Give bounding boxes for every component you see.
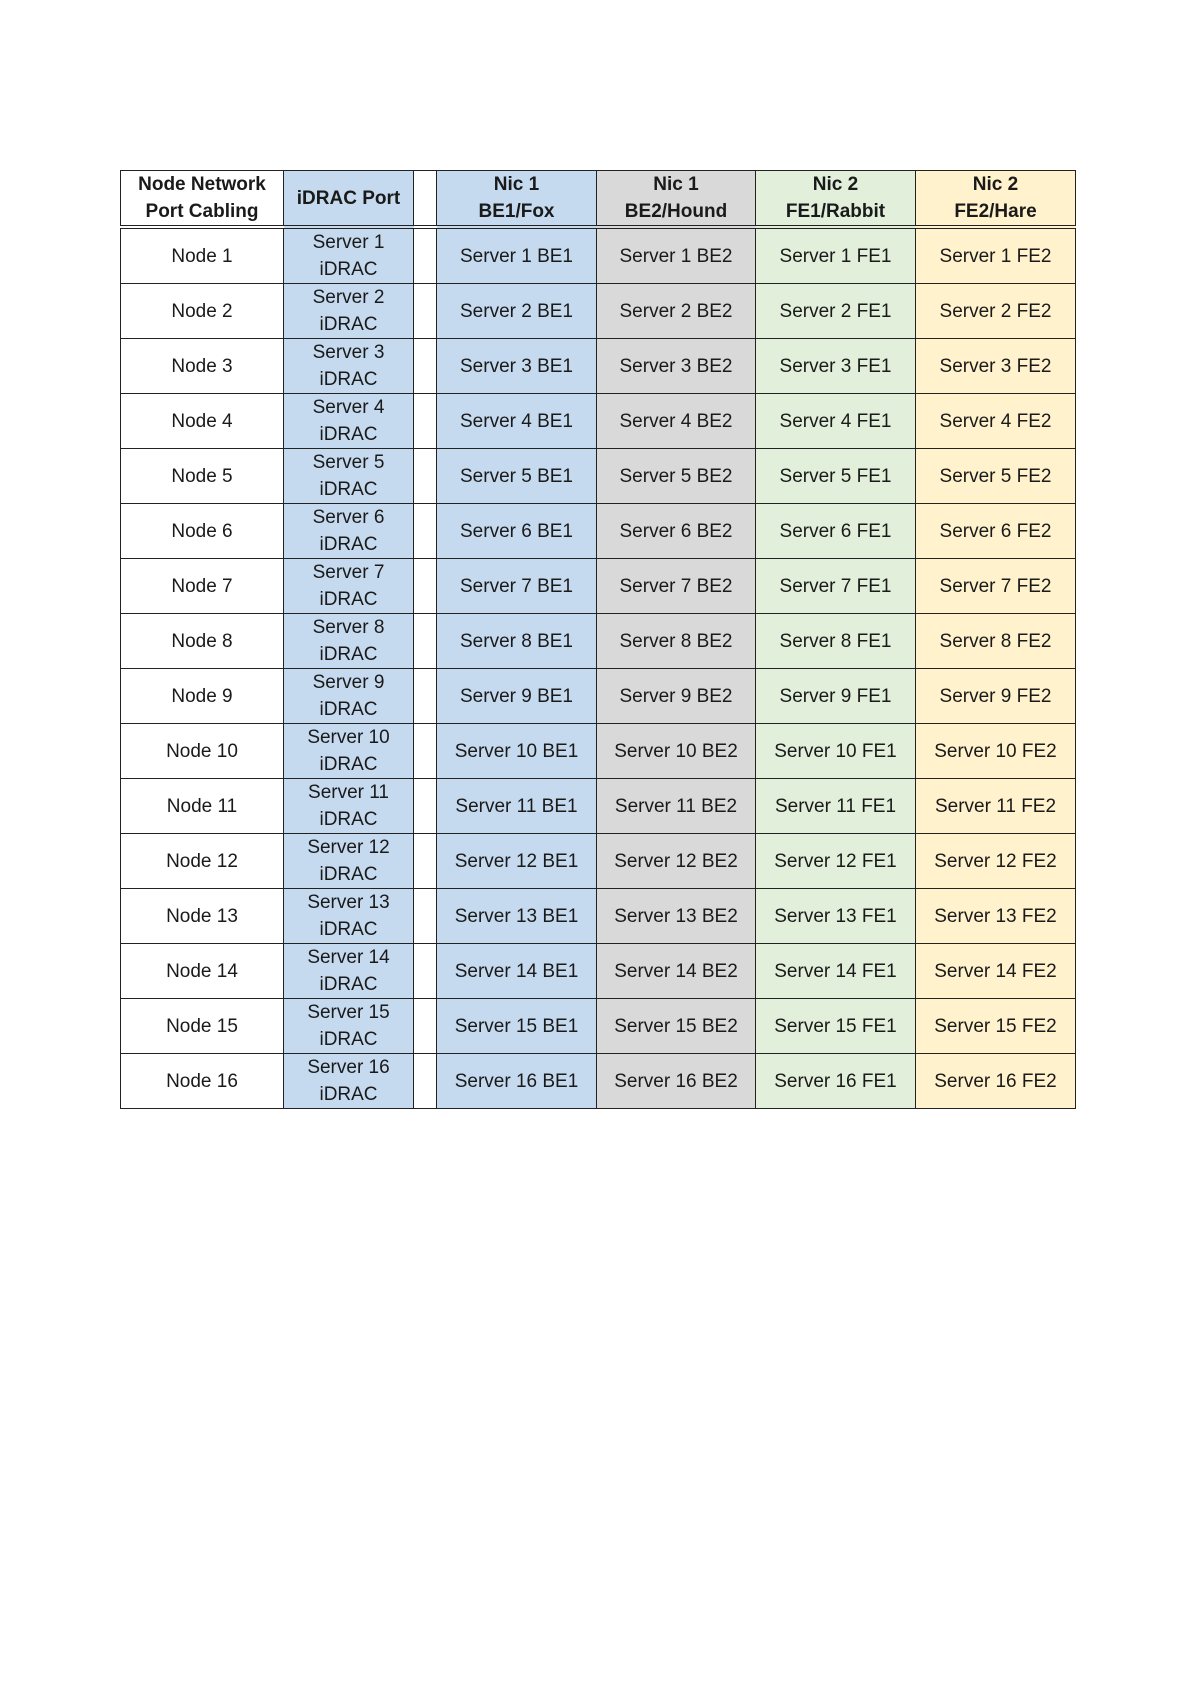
node-cell: Node 14	[121, 944, 284, 999]
spacer-cell	[414, 669, 437, 724]
idrac-line: iDRAC	[319, 1029, 378, 1050]
idrac-line: Server 5	[312, 452, 385, 473]
spacer-cell	[414, 227, 437, 284]
header-fe1-line-2: FE1/Rabbit	[785, 201, 886, 222]
fe1-cell: Server 1 FE1	[756, 227, 916, 284]
idrac-cell	[284, 504, 414, 559]
be2-cell: Server 4 BE2	[597, 394, 756, 449]
spacer-cell	[414, 394, 437, 449]
fe2-cell: Server 4 FE2	[916, 394, 1076, 449]
idrac-cell	[284, 999, 414, 1054]
spacer-cell	[414, 999, 437, 1054]
spacer-cell	[414, 1054, 437, 1109]
idrac-cell	[284, 944, 414, 999]
be2-cell: Server 12 BE2	[597, 834, 756, 889]
idrac-cell	[284, 339, 414, 394]
be1-cell: Server 6 BE1	[437, 504, 597, 559]
idrac-line: iDRAC	[319, 644, 378, 665]
be2-cell: Server 15 BE2	[597, 999, 756, 1054]
fe1-cell: Server 11 FE1	[756, 779, 916, 834]
header-nic2-fe1	[756, 171, 916, 228]
fe1-cell: Server 8 FE1	[756, 614, 916, 669]
header-fe2-line-1: Nic 2	[972, 174, 1019, 195]
fe2-cell: Server 11 FE2	[916, 779, 1076, 834]
idrac-cell	[284, 614, 414, 669]
idrac-line: Server 2	[312, 287, 385, 308]
idrac-line: Server 10	[307, 727, 390, 748]
fe2-cell: Server 12 FE2	[916, 834, 1076, 889]
idrac-line: iDRAC	[319, 809, 378, 830]
table-row	[121, 394, 1076, 449]
header-be2-line-1: Nic 1	[653, 174, 699, 195]
idrac-cell	[284, 284, 414, 339]
idrac-line: Server 3	[312, 342, 385, 363]
fe2-cell: Server 9 FE2	[916, 669, 1076, 724]
be2-cell: Server 8 BE2	[597, 614, 756, 669]
idrac-line: iDRAC	[319, 369, 378, 390]
fe1-cell: Server 10 FE1	[756, 724, 916, 779]
idrac-line: iDRAC	[319, 974, 378, 995]
table-row	[121, 834, 1076, 889]
be2-cell: Server 16 BE2	[597, 1054, 756, 1109]
header-be2-line-2: BE2/Hound	[624, 201, 728, 222]
idrac-cell	[284, 227, 414, 284]
be2-cell: Server 13 BE2	[597, 889, 756, 944]
table-body	[121, 227, 1076, 1109]
idrac-line: Server 7	[312, 562, 385, 583]
idrac-line: iDRAC	[319, 314, 378, 335]
idrac-line: Server 14	[307, 947, 390, 968]
be1-cell: Server 3 BE1	[437, 339, 597, 394]
header-nic1-be2	[597, 171, 756, 228]
be2-cell: Server 10 BE2	[597, 724, 756, 779]
be2-cell: Server 5 BE2	[597, 449, 756, 504]
header-nic2-fe2	[916, 171, 1076, 228]
spacer-cell	[414, 779, 437, 834]
fe2-cell: Server 1 FE2	[916, 227, 1076, 284]
table-row	[121, 449, 1076, 504]
be2-cell: Server 11 BE2	[597, 779, 756, 834]
header-node-network-port-cabling	[121, 171, 284, 228]
idrac-line: Server 15	[307, 1002, 390, 1023]
be1-cell: Server 4 BE1	[437, 394, 597, 449]
idrac-line: Server 6	[312, 507, 385, 528]
header-be1-line-1: Nic 1	[493, 174, 540, 195]
fe1-cell: Server 7 FE1	[756, 559, 916, 614]
header-fe2-line-2: FE2/Hare	[954, 201, 1037, 222]
idrac-cell	[284, 559, 414, 614]
fe2-cell: Server 3 FE2	[916, 339, 1076, 394]
be1-cell: Server 9 BE1	[437, 669, 597, 724]
idrac-cell	[284, 1054, 414, 1109]
node-cell: Node 2	[121, 284, 284, 339]
be1-cell: Server 15 BE1	[437, 999, 597, 1054]
fe2-cell: Server 2 FE2	[916, 284, 1076, 339]
node-cell: Node 13	[121, 889, 284, 944]
node-cell: Node 12	[121, 834, 284, 889]
idrac-line: iDRAC	[319, 754, 378, 775]
idrac-line: iDRAC	[319, 534, 378, 555]
node-cell: Node 15	[121, 999, 284, 1054]
spacer-cell	[414, 889, 437, 944]
spacer-cell	[414, 944, 437, 999]
node-cell: Node 10	[121, 724, 284, 779]
fe2-cell: Server 6 FE2	[916, 504, 1076, 559]
table-row	[121, 724, 1076, 779]
be2-cell: Server 1 BE2	[597, 227, 756, 284]
idrac-line: Server 1	[312, 232, 385, 253]
idrac-line: Server 16	[307, 1057, 390, 1078]
be2-cell: Server 7 BE2	[597, 559, 756, 614]
fe1-cell: Server 5 FE1	[756, 449, 916, 504]
fe1-cell: Server 9 FE1	[756, 669, 916, 724]
be2-cell: Server 9 BE2	[597, 669, 756, 724]
table-row	[121, 504, 1076, 559]
fe2-cell: Server 16 FE2	[916, 1054, 1076, 1109]
table-row	[121, 944, 1076, 999]
node-cell: Node 16	[121, 1054, 284, 1109]
spacer-cell	[414, 724, 437, 779]
fe1-cell: Server 12 FE1	[756, 834, 916, 889]
header-spacer	[414, 171, 437, 228]
node-cell: Node 5	[121, 449, 284, 504]
header-row	[121, 171, 1076, 228]
node-cell: Node 8	[121, 614, 284, 669]
table-row	[121, 227, 1076, 284]
be1-cell: Server 7 BE1	[437, 559, 597, 614]
be2-cell: Server 6 BE2	[597, 504, 756, 559]
spacer-cell	[414, 339, 437, 394]
be2-cell: Server 2 BE2	[597, 284, 756, 339]
idrac-line: iDRAC	[319, 589, 378, 610]
be1-cell: Server 13 BE1	[437, 889, 597, 944]
node-cell: Node 4	[121, 394, 284, 449]
table-row	[121, 889, 1076, 944]
idrac-cell	[284, 669, 414, 724]
fe2-cell: Server 15 FE2	[916, 999, 1076, 1054]
fe1-cell: Server 4 FE1	[756, 394, 916, 449]
idrac-cell	[284, 724, 414, 779]
fe2-cell: Server 8 FE2	[916, 614, 1076, 669]
idrac-line: iDRAC	[319, 1084, 378, 1105]
table-row	[121, 779, 1076, 834]
idrac-line: Server 4	[312, 397, 385, 418]
table-row	[121, 284, 1076, 339]
spacer-cell	[414, 614, 437, 669]
fe1-cell: Server 6 FE1	[756, 504, 916, 559]
idrac-line: Server 8	[312, 617, 385, 638]
fe2-cell: Server 14 FE2	[916, 944, 1076, 999]
table-row	[121, 999, 1076, 1054]
be1-cell: Server 10 BE1	[437, 724, 597, 779]
be1-cell: Server 14 BE1	[437, 944, 597, 999]
be1-cell: Server 11 BE1	[437, 779, 597, 834]
idrac-line: iDRAC	[319, 919, 378, 940]
fe2-cell: Server 5 FE2	[916, 449, 1076, 504]
idrac-line: iDRAC	[319, 479, 378, 500]
idrac-line: Server 11	[308, 782, 389, 803]
idrac-cell	[284, 889, 414, 944]
header-node-line-1: Node Network	[138, 174, 266, 195]
node-cell: Node 1	[121, 227, 284, 284]
fe1-cell: Server 14 FE1	[756, 944, 916, 999]
idrac-cell	[284, 394, 414, 449]
fe1-cell: Server 15 FE1	[756, 999, 916, 1054]
table-row	[121, 614, 1076, 669]
be1-cell: Server 8 BE1	[437, 614, 597, 669]
idrac-cell	[284, 449, 414, 504]
cabling-table	[120, 170, 1076, 1109]
spacer-cell	[414, 284, 437, 339]
idrac-line: Server 13	[307, 892, 390, 913]
idrac-line: iDRAC	[319, 699, 378, 720]
fe2-cell: Server 7 FE2	[916, 559, 1076, 614]
fe1-cell: Server 16 FE1	[756, 1054, 916, 1109]
table-row	[121, 1054, 1076, 1109]
be1-cell: Server 12 BE1	[437, 834, 597, 889]
fe2-cell: Server 10 FE2	[916, 724, 1076, 779]
spacer-cell	[414, 559, 437, 614]
be1-cell: Server 16 BE1	[437, 1054, 597, 1109]
table-row	[121, 559, 1076, 614]
be1-cell: Server 1 BE1	[437, 227, 597, 284]
table-header	[121, 171, 1076, 228]
spacer-cell	[414, 834, 437, 889]
idrac-cell	[284, 834, 414, 889]
table-row	[121, 669, 1076, 724]
be1-cell: Server 2 BE1	[437, 284, 597, 339]
node-cell: Node 11	[121, 779, 284, 834]
node-cell: Node 9	[121, 669, 284, 724]
table-row	[121, 339, 1076, 394]
be2-cell: Server 3 BE2	[597, 339, 756, 394]
fe1-cell: Server 2 FE1	[756, 284, 916, 339]
idrac-cell	[284, 779, 414, 834]
fe1-cell: Server 13 FE1	[756, 889, 916, 944]
header-be1-line-2: BE1/Fox	[478, 201, 555, 222]
idrac-line: iDRAC	[319, 864, 378, 885]
idrac-line: Server 9	[312, 672, 385, 693]
header-idrac-port: iDRAC Port	[284, 171, 414, 228]
idrac-line: iDRAC	[319, 259, 378, 280]
be2-cell: Server 14 BE2	[597, 944, 756, 999]
node-cell: Node 3	[121, 339, 284, 394]
be1-cell: Server 5 BE1	[437, 449, 597, 504]
node-cell: Node 6	[121, 504, 284, 559]
fe2-cell: Server 13 FE2	[916, 889, 1076, 944]
spacer-cell	[414, 504, 437, 559]
header-nic1-be1	[437, 171, 597, 228]
header-node-line-2: Port Cabling	[145, 201, 259, 222]
fe1-cell: Server 3 FE1	[756, 339, 916, 394]
spacer-cell	[414, 449, 437, 504]
idrac-line: Server 12	[307, 837, 390, 858]
header-fe1-line-1: Nic 2	[812, 174, 859, 195]
idrac-line: iDRAC	[319, 424, 378, 445]
node-cell: Node 7	[121, 559, 284, 614]
